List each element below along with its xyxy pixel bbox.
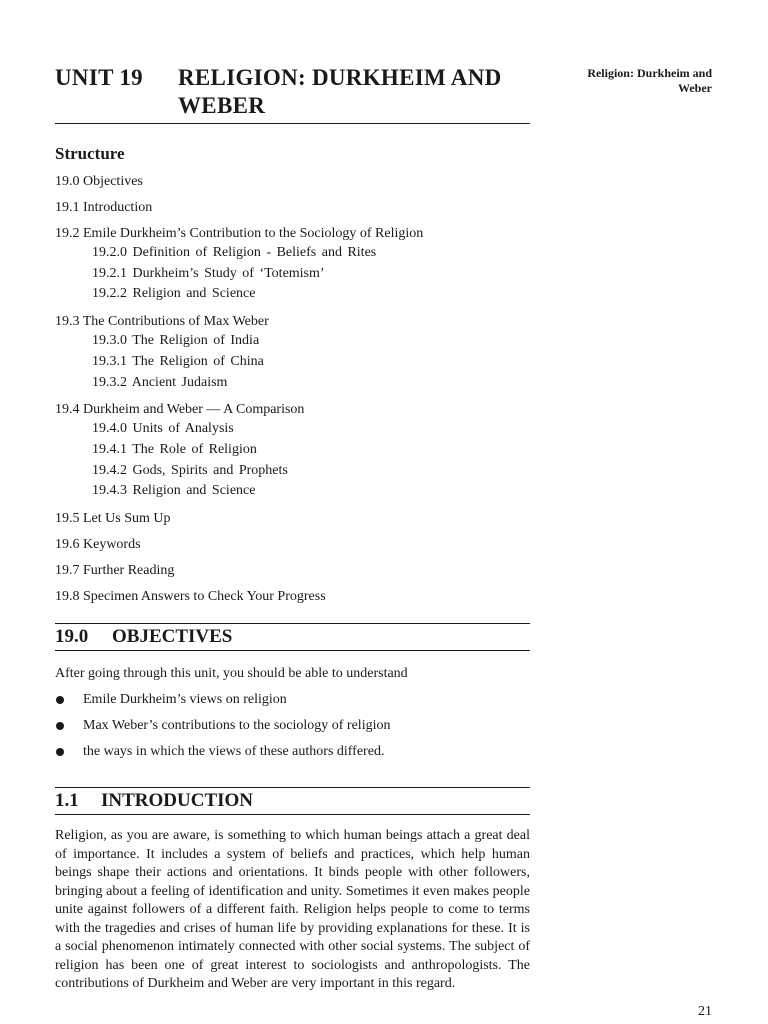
list-item	[55, 691, 530, 709]
objectives-number: 19.0	[55, 626, 89, 648]
toc-subitem: 19.4.0 Units of Analysis	[92, 421, 234, 437]
toc-item: 19.1 Introduction	[55, 200, 153, 215]
toc-item: 19.8 Specimen Answers to Check Your Progress	[55, 589, 326, 605]
page-number: 21	[698, 1004, 712, 1019]
bullet-icon	[56, 748, 64, 756]
objectives-heading	[55, 623, 530, 651]
toc-subitem: 19.3.2 Ancient Judaism	[92, 374, 228, 390]
toc-item: 19.4 Durkheim and Weber — A Comparison	[55, 402, 305, 418]
bullet-icon	[56, 722, 64, 730]
toc-item: 19.0 Objectives	[55, 174, 143, 189]
toc-item: 19.3 The Contributions of Max Weber	[55, 314, 269, 330]
toc-item: 19.2 Emile Durkheim’s Contribution to the Sociology of Religion	[55, 226, 424, 241]
toc-subitem: 19.2.2 Religion and Science	[92, 286, 256, 302]
objectives-title: OBJECTIVES	[112, 626, 233, 648]
toc-item: 19.5 Let Us Sum Up	[55, 511, 171, 527]
toc-subitem: 19.4.2 Gods, Spirits and Prophets	[92, 462, 288, 478]
list-item	[55, 717, 530, 735]
objectives-intro: After going through this unit, you should be able to understand	[55, 666, 408, 682]
toc-subitem: 19.4.1 The Role of Religion	[92, 441, 257, 457]
list-item	[55, 743, 530, 761]
table-of-contents	[55, 173, 530, 606]
structure-heading: Structure	[55, 144, 125, 163]
objectives-list	[55, 691, 530, 761]
page-content	[55, 64, 530, 1008]
unit-title	[55, 64, 530, 124]
toc-item: 19.6 Keywords	[55, 537, 141, 553]
bullet-text: Emile Durkheim’s views on religion	[83, 692, 287, 708]
introduction-title: INTRODUCTION	[101, 790, 254, 812]
unit-number: UNIT 19	[55, 65, 143, 90]
introduction-number: 1.1	[55, 790, 79, 812]
unit-title-text: RELIGION: DURKHEIM AND WEBER	[178, 65, 502, 118]
bullet-text: the ways in which the views of these authors differed.	[83, 744, 385, 760]
toc-subitem: 19.2.0 Definition of Religion - Beliefs and Rites	[92, 245, 377, 260]
introduction-heading	[55, 787, 530, 815]
toc-subitem: 19.3.1 The Religion of China	[92, 353, 264, 369]
bullet-icon	[56, 696, 64, 704]
toc-item: 19.7 Further Reading	[55, 563, 175, 579]
bullet-text: Max Weber’s contributions to the sociology of religion	[83, 718, 391, 734]
running-header: Religion: Durkheim and Weber	[587, 66, 712, 95]
toc-subitem: 19.3.0 The Religion of India	[92, 333, 260, 349]
introduction-paragraph: Religion, as you are aware, is something to which human beings attach a great deal of importance. It includes a system of beliefs and practices, which help human beings shape their actions and orientations. It binds people with other followers, bringing about a feeling of identification and unity. Sometimes it even makes people unite against followers of a different faith. Religion helps people to come to terms with the tragedies and crises of human life by providing explanations for these. It is a social phenomenon intimately connected with other social systems. The subject of religion has been one of great interest to sociologists and anthropologists. The contributions of Durkheim and Weber are very important in this regard.	[55, 828, 530, 992]
toc-subitem: 19.2.1 Durkheim’s Study of ‘Totemism’	[92, 265, 325, 281]
toc-subitem: 19.4.3 Religion and Science	[92, 483, 256, 499]
